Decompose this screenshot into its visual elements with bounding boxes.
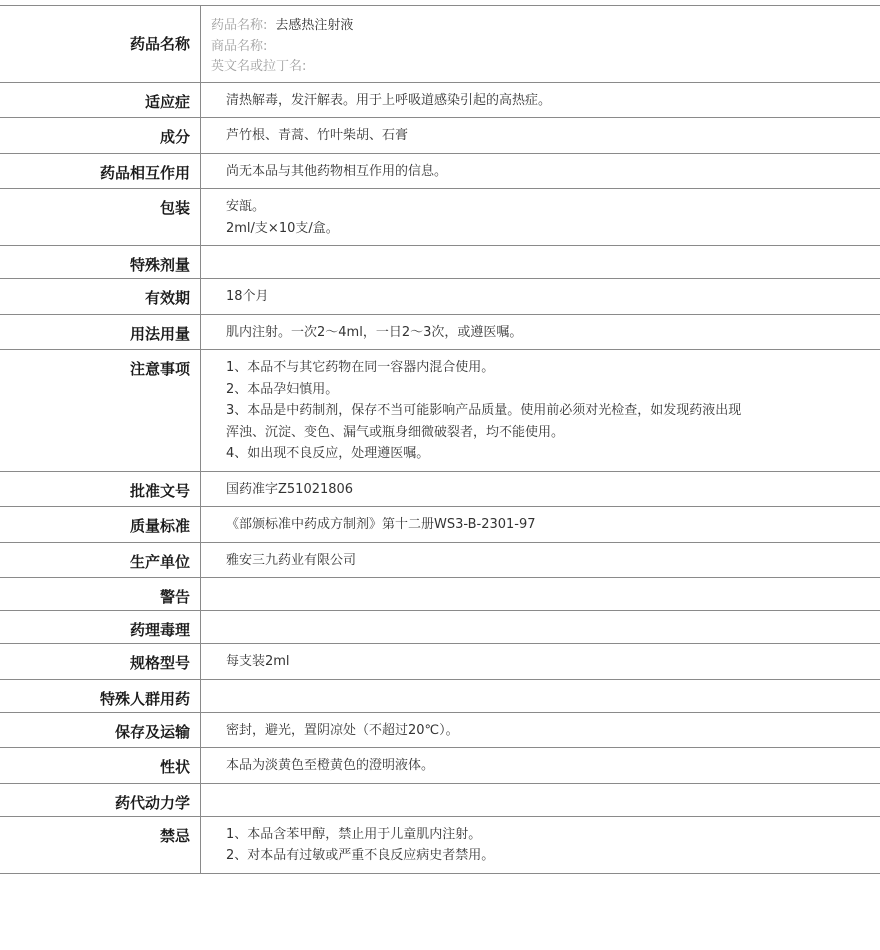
- row-drug-name: [0, 6, 880, 83]
- row-value-appearance: [201, 748, 880, 784]
- value-line: 雅安三九药业有限公司: [226, 552, 357, 568]
- row-value-approval-number: [201, 471, 880, 507]
- value-line: 浑浊、沉淀、变色、漏气或瓶身细微破裂者，均不能使用。: [226, 424, 565, 440]
- row-manufacturer: [0, 542, 880, 578]
- generic-name-value: 去感热注射液: [275, 18, 354, 33]
- row-label-special-populations: 特殊人群用药: [0, 679, 201, 712]
- row-label-approval-number: 批准文号: [0, 471, 201, 507]
- value-line: 国药准字Z51021806: [226, 481, 354, 497]
- row-shelf-life: [0, 279, 880, 315]
- value-line: 肌内注射。一次2～4ml，一日2～3次，或遵医嘱。: [226, 324, 523, 340]
- row-packaging: [0, 189, 880, 246]
- row-label-drug-name: 药品名称: [0, 6, 201, 83]
- value-line: 4、如出现不良反应，处理遵医嘱。: [226, 446, 430, 461]
- row-appearance: [0, 748, 880, 784]
- row-label-ingredients: 成分: [0, 118, 201, 154]
- row-contraindications: [0, 816, 880, 873]
- row-value-storage: [201, 712, 880, 748]
- row-label-packaging: 包装: [0, 189, 201, 246]
- row-label-special-dosage: 特殊剂量: [0, 246, 201, 279]
- row-warnings: [0, 578, 880, 611]
- row-label-usage-dosage: 用法用量: [0, 314, 201, 350]
- value-line: 芦竹根、青蒿、竹叶柴胡、石膏: [226, 128, 409, 143]
- row-interactions: [0, 153, 880, 189]
- row-special-dosage: [0, 246, 880, 279]
- english-name-line: [211, 57, 880, 78]
- value-line: 每支装2ml: [226, 654, 290, 669]
- row-label-manufacturer: 生产单位: [0, 542, 201, 578]
- row-value-interactions: [201, 153, 880, 189]
- row-value-specification: [201, 644, 880, 680]
- drug-spec-table-body: [0, 6, 880, 874]
- value-line: 2、对本品有过敏或严重不良反应病史者禁用。: [226, 848, 495, 863]
- row-storage: [0, 712, 880, 748]
- value-line: 《部颁标准中药成方制剂》第十二册WS3-B-2301-97: [226, 517, 536, 532]
- row-value-pharmacokinetics: [201, 783, 880, 816]
- row-value-usage-dosage: [201, 314, 880, 350]
- row-value-contraindications: [201, 816, 880, 873]
- value-line: 本品为淡黄色至橙黄色的澄明液体。: [226, 758, 435, 773]
- row-value-shelf-life: [201, 279, 880, 315]
- value-line: 安瓿。: [226, 199, 266, 214]
- row-indications: [0, 82, 880, 118]
- value-line: 1、本品含苯甲醇，禁止用于儿童肌内注射。: [226, 826, 482, 842]
- row-label-appearance: 性状: [0, 748, 201, 784]
- row-specification: [0, 644, 880, 680]
- row-value-quality-standard: [201, 507, 880, 543]
- value-line: 2、本品孕妇慎用。: [226, 381, 339, 397]
- row-label-indications: 适应症: [0, 82, 201, 118]
- row-label-warnings: 警告: [0, 578, 201, 611]
- row-label-toxicology: 药理毒理: [0, 611, 201, 644]
- drug-spec-table: [0, 5, 880, 874]
- row-label-specification: 规格型号: [0, 644, 201, 680]
- value-line: 1、本品不与其它药物在同一容器内混合使用。: [226, 360, 495, 375]
- generic-name-label: 药品名称:: [211, 18, 268, 33]
- row-label-precautions: 注意事项: [0, 350, 201, 472]
- row-label-pharmacokinetics: 药代动力学: [0, 783, 201, 816]
- trade-name-line: [211, 37, 880, 58]
- row-pharmacokinetics: [0, 783, 880, 816]
- row-approval-number: [0, 471, 880, 507]
- row-value-packaging: [201, 189, 880, 246]
- row-label-storage: 保存及运输: [0, 712, 201, 748]
- row-value-indications: [201, 82, 880, 118]
- row-label-interactions: 药品相互作用: [0, 153, 201, 189]
- row-precautions: [0, 350, 880, 472]
- row-value-ingredients: [201, 118, 880, 154]
- row-value-toxicology: [201, 611, 880, 644]
- english-name-label: 英文名或拉丁名:: [211, 59, 307, 74]
- value-line: 3、本品是中药制剂，保存不当可能影响产品质量。使用前必须对光检查，如发现药液出现: [226, 403, 742, 418]
- row-label-shelf-life: 有效期: [0, 279, 201, 315]
- value-line: 18个月: [226, 289, 269, 304]
- row-value-manufacturer: [201, 542, 880, 578]
- generic-name-line: [211, 16, 880, 37]
- trade-name-label: 商品名称:: [211, 38, 268, 54]
- value-line: 清热解毒，发汗解表。用于上呼吸道感染引起的高热症。: [226, 92, 552, 108]
- value-line: 密封，避光，置阴凉处（不超过20℃）。: [226, 722, 459, 738]
- row-quality-standard: [0, 507, 880, 543]
- value-line: 尚无本品与其他药物相互作用的信息。: [226, 163, 448, 179]
- row-label-quality-standard: 质量标准: [0, 507, 201, 543]
- row-usage-dosage: [0, 314, 880, 350]
- drug-spec-sheet: [0, 5, 880, 874]
- value-line: 2ml/支×10支/盒。: [226, 220, 339, 236]
- row-value-special-dosage: [201, 246, 880, 279]
- row-value-drug-name: [201, 6, 880, 83]
- row-value-warnings: [201, 578, 880, 611]
- row-special-populations: [0, 679, 880, 712]
- row-toxicology: [0, 611, 880, 644]
- row-label-contraindications: 禁忌: [0, 816, 201, 873]
- row-value-precautions: [201, 350, 880, 472]
- row-ingredients: [0, 118, 880, 154]
- row-value-special-populations: [201, 679, 880, 712]
